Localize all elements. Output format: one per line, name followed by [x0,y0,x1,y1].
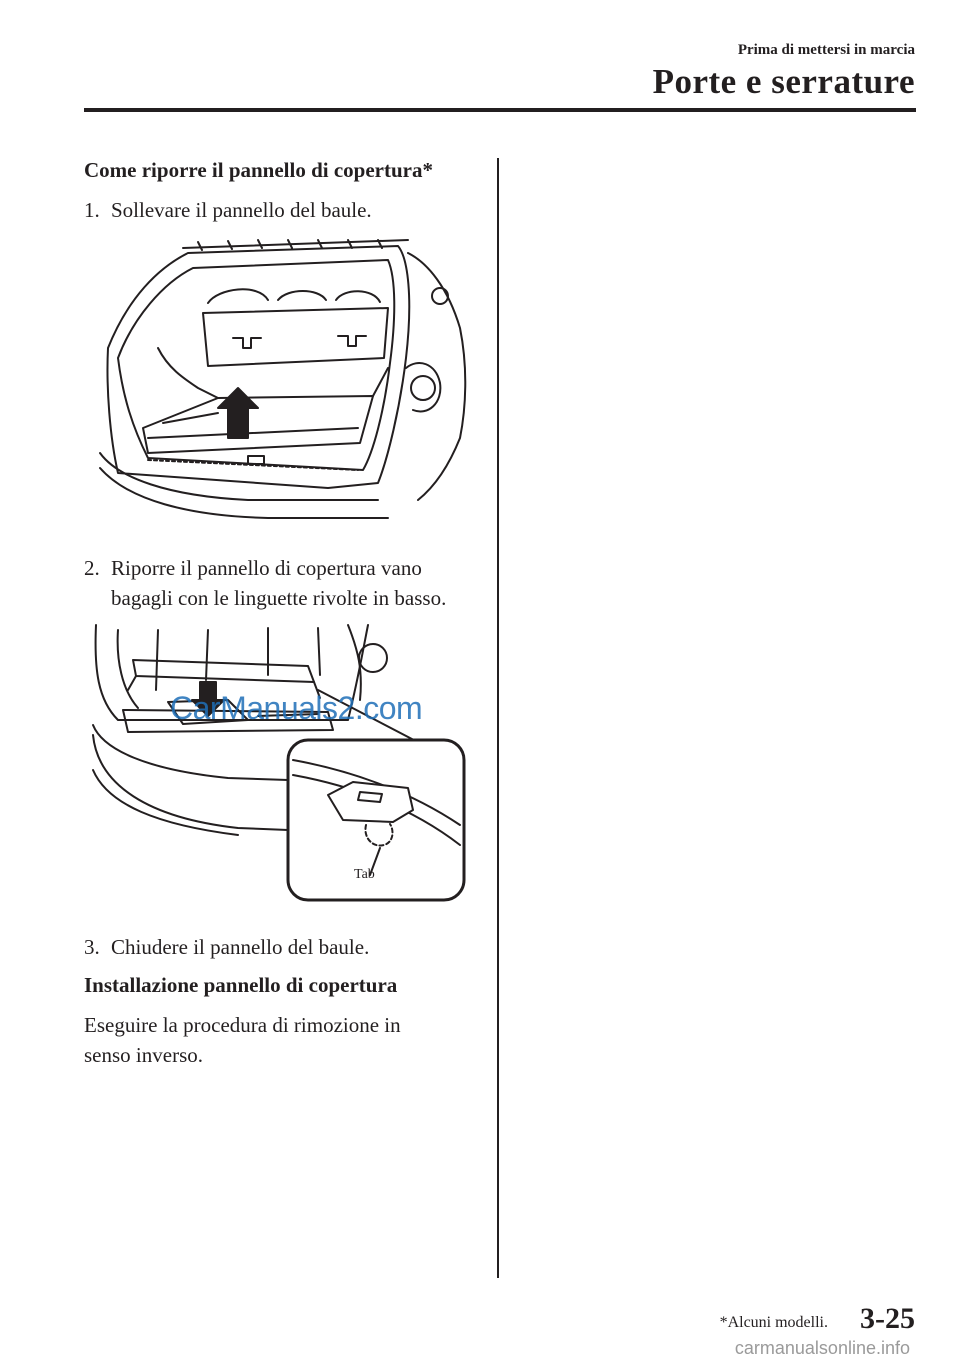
column-divider [497,158,499,1278]
step-3 [84,932,484,962]
installation-text-line: senso inverso. [84,1043,203,1067]
tab-callout-label: Tab [354,867,375,882]
step-1 [84,195,484,225]
step-number: 2. [84,556,100,580]
figure-stow-cover-illustration [88,620,470,905]
site-watermark: carmanualsonline.info [734,1338,910,1358]
step-number: 1. [84,198,100,222]
section-title: Porte e serrature [652,62,915,101]
page-number: 3-25 [860,1302,915,1335]
figure-lift-board-illustration [88,238,473,523]
heading-installation: Installazione pannello di copertura [84,973,398,997]
header-rule [84,108,916,112]
step-text: Sollevare il pannello del baule. [111,198,372,222]
chapter-label: Prima di mettersi in marcia [737,42,915,58]
heading-store-cover: Come riporre il pannello di copertura* [84,158,433,182]
step-text: Riporre il pannello di copertura vano [111,556,422,580]
footnote: *Alcuni modelli. [719,1314,828,1331]
watermark-logo: CarManuals2.com [170,690,423,726]
step-number: 3. [84,935,100,959]
step-2 [84,553,484,613]
step-text: Chiudere il pannello del baule. [111,935,370,959]
step-text: bagagli con le linguette rivolte in basso. [111,586,447,610]
installation-text-line: Eseguire la procedura di rimozione in [84,1013,401,1037]
